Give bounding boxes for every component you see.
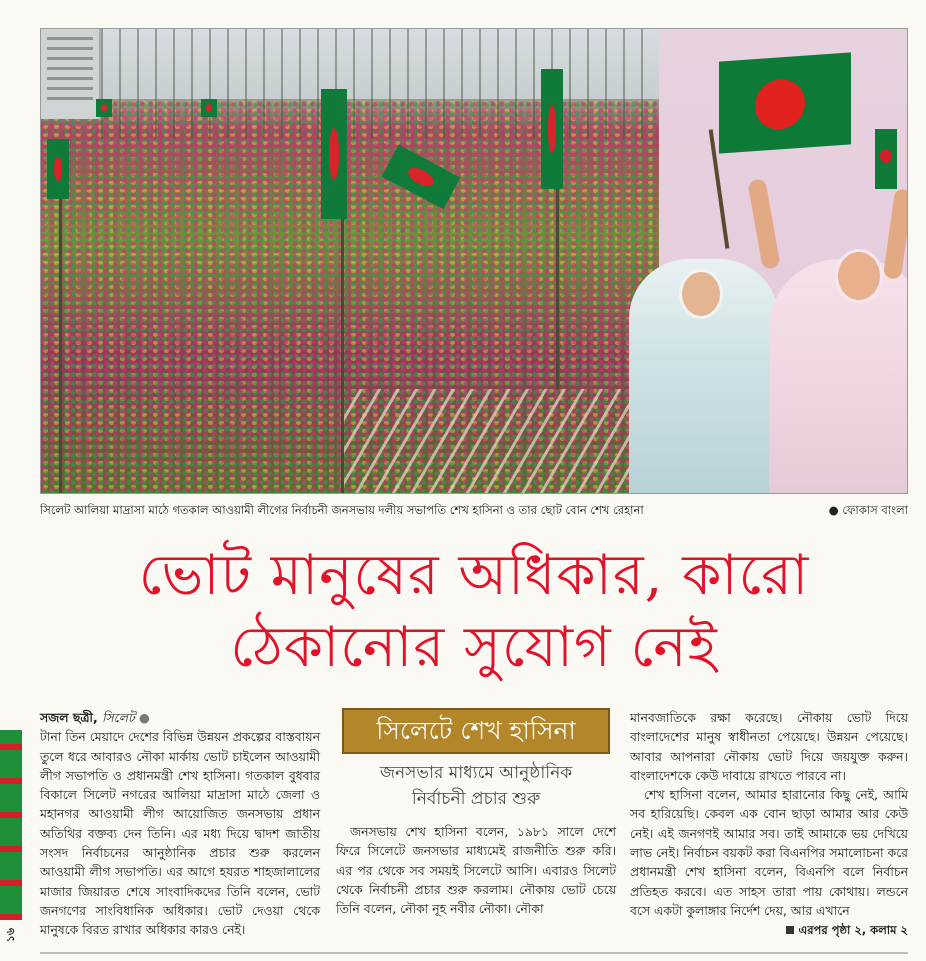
continued-on: এরপর পৃষ্ঠা ২, কলাম ২ [798,923,908,938]
kicker-label: সিলেটে শেখ হাসিনা [342,708,610,754]
bottom-rule [40,952,908,954]
sister-figure [769,259,908,494]
photo-fence [341,389,661,494]
page-margin [0,0,22,961]
small-bangladesh-flag [875,129,897,189]
article-column-2 [336,822,616,918]
flag-pole [59,149,62,494]
crowd-flag [541,69,563,189]
byline-dot: ● [139,710,150,725]
photo-trees [101,29,661,139]
article-paragraph: জনসভায় শেখ হাসিনা বলেন, ১৯৮১ সালে দেশে ফিরে সিলেটে জনসভার মাধ্যমেই রাজনীতি শুরু করি। এর পর থেকে সব সময়ই সিলেটে আসি। এবারও সিলেট থেকে নির্বাচনী প্রচার শুরু করলাম। নৌকায় ভোট চেয়ে তিনি বলেন, নৌকা নূহ নবীর নৌকা। নৌকা [336,824,616,917]
crowd-flag [201,99,217,117]
square-bullet-icon [786,926,794,934]
continuation-note [630,920,908,940]
crowd-photo [41,29,659,494]
article-column-3 [630,708,908,941]
crowd-flag [382,145,461,210]
leaders-photo [659,29,908,494]
byline-name: সজল ছত্রী, [40,710,98,725]
article-body [40,708,908,948]
lead-photo [40,28,908,494]
photo-building [41,29,101,119]
deck-line-1: জনসভার মাধ্যমে আনুষ্ঠানিক [379,763,573,783]
headline-line-2: ঠেকানোর সুযোগ নেই [230,615,718,680]
deck [336,760,616,812]
leader-face [679,269,723,319]
article-paragraph: মানবজাতিকে রক্ষা করেছে। নৌকায় ভোট দিয়ে বাংলাদেশের মানুষ স্বাধীনতা পেয়েছে। উন্নয়ন পেয়েছে। আবার আপনারা নৌকায় ভোট দিয়ে জয়যুক্ত করুন। বাংলাদেশকে কেউ দাবায়ে রাখতে পারবে না। [630,710,908,783]
photo-caption: সিলেট আলিয়া মাদ্রাসা মাঠে গতকাল আওয়ামী লীগের নির্বাচনী জনসভায় দলীয় সভাপতি শেখ হাসিনা ও তার ছোট বোন শেখ রেহানা [40,502,644,517]
deck-line-2: নির্বাচনী প্রচার শুরু [411,789,541,809]
crowd-flag [47,139,69,199]
headline [40,540,908,684]
raised-arm [883,188,908,280]
article-paragraph: টানা তিন মেয়াদে দেশের বিভিন্ন উন্নয়ন প্রকল্পের বাস্তবায়ন তুলে ধরে আবারও নৌকা মার্কায় ভোট চাইলেন আওয়ামী লীগ সভাপতি ও প্রধানমন্ত্রী শেখ হাসিনা। গতকাল বুধবার বিকালে সিলেট নগরের আলিয়া মাদ্রাসা মাঠে জেলা ও মহানগর আওয়ামী লীগ আয়োজিত জনসভায় প্রধান অতিথির বক্তব্য দেন তিনি। এর মধ্য দিয়ে দ্বাদশ জাতীয় সংসদ নির্বাচনের আনুষ্ঠানিক প্রচার শুরু করলেন আওয়ামী লীগ সভাপতি। এর আগে হযরত শাহজালালের মাজার জিয়ারত শেষে সাংবাদিকদের তিনি বলেন, ভোট জনগণের সাংবিধানিক অধিকার। ভোট দেওয়া থেকে মানুষকে বিরত রাখার অধিকার কারও নেই। [40,729,320,938]
raised-arm [747,178,780,270]
photo-caption-row [40,500,908,522]
bangladesh-flag [719,52,851,153]
photo-credit: ● ফোকাস বাংলা [828,502,908,517]
byline-place: সিলেট [102,710,135,725]
sister-face [835,249,883,303]
byline [40,710,150,725]
newspaper-logo-edge [0,730,22,920]
article-column-1 [40,708,320,940]
page-number: ১৬ [4,928,17,943]
article-paragraph: শেখ হাসিনা বলেন, আমার হারানোর কিছু নেই, আমি সব হারিয়েছি। কেবল এক বোন ছাড়া আমার আর কেউ নেই। এই জনগণই আমার সব। তাই আমাকে ভয় দেখিয়ে লাভ নেই। নির্বাচন বয়কট করা বিএনপির সমালোচনা করে প্রধানমন্ত্রী শেখ হাসিনা বলেন, বিএনপি বলে নির্বাচন প্রতিহত করবে। এত সাহস তারা পায় কোথায়। লন্ডনে বসে একটা কুলাঙ্গার নির্দেশ দেয়, আর এখানে [630,787,908,918]
headline-line-1: ভোট মানুষের অধিকার, কারো [138,543,810,608]
crowd-flag [96,99,112,117]
crowd-flag [321,89,347,219]
feature-header [336,708,616,812]
